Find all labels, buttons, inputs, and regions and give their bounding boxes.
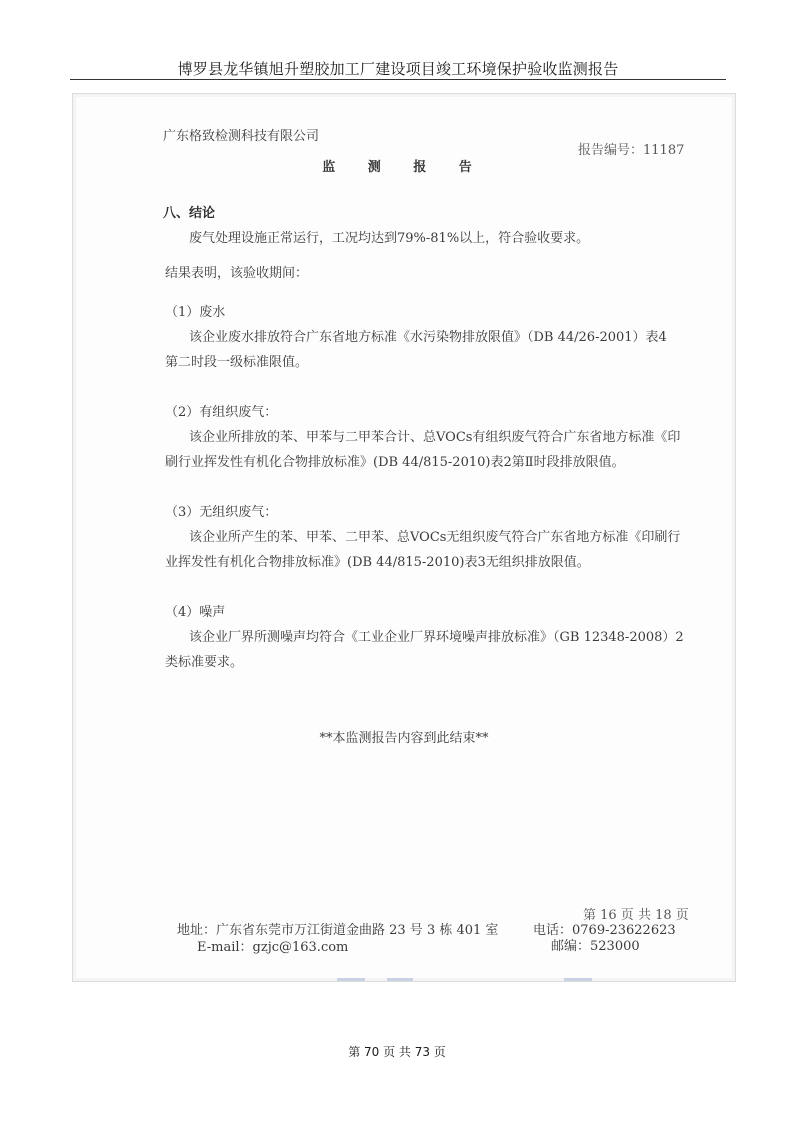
document-header-title: 博罗县龙华镇旭升塑胶加工厂建设项目竣工环境保护验收监测报告 [177, 60, 619, 78]
company-address: 地址：广东省东莞市万江街道金曲路 23 号 3 栋 401 室 [177, 923, 499, 938]
company-email: E-mail：gzjc@163.com [197, 940, 349, 955]
scan-page-reference: 第 16 页 共 18 页 [583, 908, 689, 923]
item-text-fugitive-gas-line1: 该企业所产生的苯、甲苯、二甲苯、总VOCs无组织废气符合广东省地方标准《印刷行 [189, 530, 681, 545]
item-text-fugitive-gas-line2: 业挥发性有机化合物排放标准》(DB 44/815-2010)表3无组织排放限值。 [165, 555, 590, 570]
company-name: 广东格致检测科技有限公司 [163, 129, 320, 144]
item-text-noise-line2: 类标准要求。 [165, 655, 244, 670]
company-phone: 电话：0769-23622623 [533, 923, 676, 938]
section-heading: 八、结论 [163, 206, 216, 221]
page-footer-number: 第 70 页 共 73 页 [348, 1045, 446, 1059]
report-end-note: **本监测报告内容到此结束** [319, 731, 489, 746]
item-heading-noise: （4）噪声 [165, 605, 226, 620]
item-heading-wastewater: （1）废水 [165, 305, 226, 320]
item-text-noise-line1: 该企业厂界所测噪声均符合《工业企业厂界环境噪声排放标准》（GB 12348-2008）2 [189, 630, 684, 645]
report-title: 监 测 报 告 [322, 160, 486, 175]
item-text-wastewater-line2: 第二时段一级标准限值。 [165, 355, 309, 370]
result-lead: 结果表明，该验收期间： [165, 266, 309, 281]
item-text-organized-gas-line1: 该企业所排放的苯、甲苯与二甲苯合计、总VOCs有组织废气符合广东省地方标准《印 [189, 430, 681, 445]
item-heading-fugitive-gas: （3）无组织废气： [165, 505, 278, 520]
company-postcode: 邮编：523000 [551, 939, 640, 954]
scan-edge-marks [72, 978, 734, 982]
item-heading-organized-gas: （2）有组织废气： [165, 405, 278, 420]
scanned-report-page [72, 93, 736, 982]
intro-paragraph: 废气处理设施正常运行，工况均达到79%-81%以上，符合验收要求。 [189, 231, 590, 246]
item-text-wastewater-line1: 该企业废水排放符合广东省地方标准《水污染物排放限值》（DB 44/26-2001）表4 [189, 330, 667, 345]
item-text-organized-gas-line2: 刷行业挥发性有机化合物排放标准》(DB 44/815-2010)表2第Ⅱ时段排放限值。 [165, 455, 625, 470]
report-number: 报告编号：11187 [578, 143, 685, 158]
header-divider [70, 79, 726, 80]
